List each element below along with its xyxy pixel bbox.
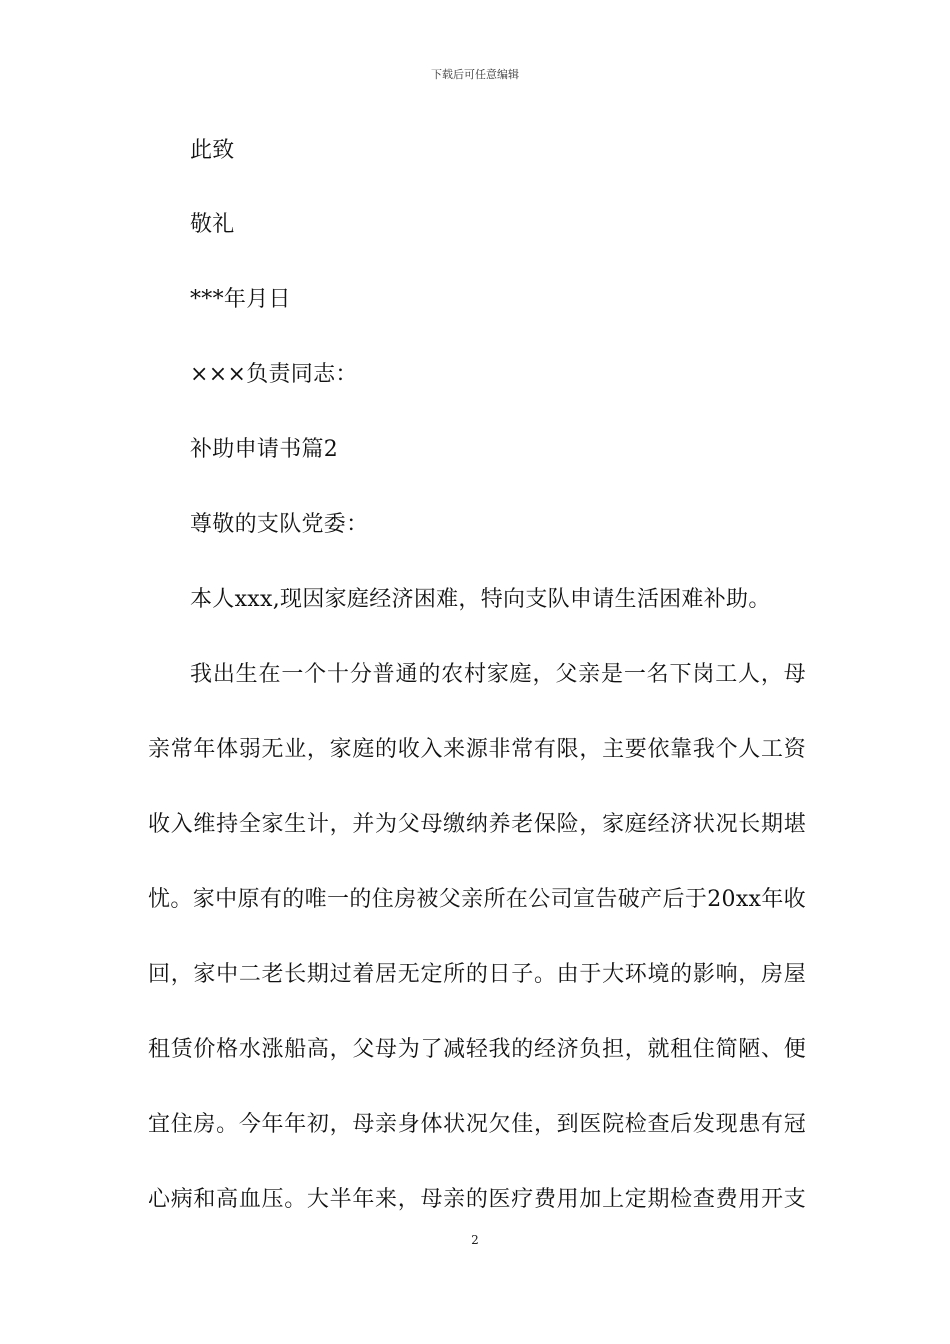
closing-line: 此致 [190,138,235,163]
body-paragraph-line: 亲常年体弱无业，家庭的收入来源非常有限，主要依靠我个人工资 [148,737,806,762]
page-number: 2 [471,1233,479,1247]
body-paragraph-line: 心病和高血压。大半年来，母亲的医疗费用加上定期检查费用开支 [148,1187,806,1212]
body-paragraph-line: 收入维持全家生计，并为父母缴纳养老保险，家庭经济状况长期堪 [148,812,806,837]
body-paragraph-line: 忧。家中原有的唯一的住房被父亲所在公司宣告破产后于20xx年收 [148,887,806,912]
intro-paragraph: 本人xxx,现因家庭经济困难，特向支队申请生活困难补助。 [190,587,771,612]
addressee-line: ×××负责同志： [190,362,358,387]
page-header: 下载后可任意编辑 [431,68,519,81]
body-paragraph-line: 我出生在一个十分普通的农村家庭，父亲是一名下岗工人，母 [190,662,806,687]
body-paragraph-line: 宜住房。今年年初，母亲身体状况欠佳，到医院检查后发现患有冠 [148,1112,806,1137]
section-title: 补助申请书篇2 [190,437,339,462]
date-line: ***年月日 [190,287,291,312]
body-paragraph-line: 租赁价格水涨船高，父母为了减轻我的经济负担，就租住简陋、便 [148,1037,806,1062]
greeting-line: 尊敬的支队党委： [190,512,369,537]
salutation-line: 敬礼 [190,212,235,237]
body-paragraph-line: 回，家中二老长期过着居无定所的日子。由于大环境的影响，房屋 [148,962,806,987]
